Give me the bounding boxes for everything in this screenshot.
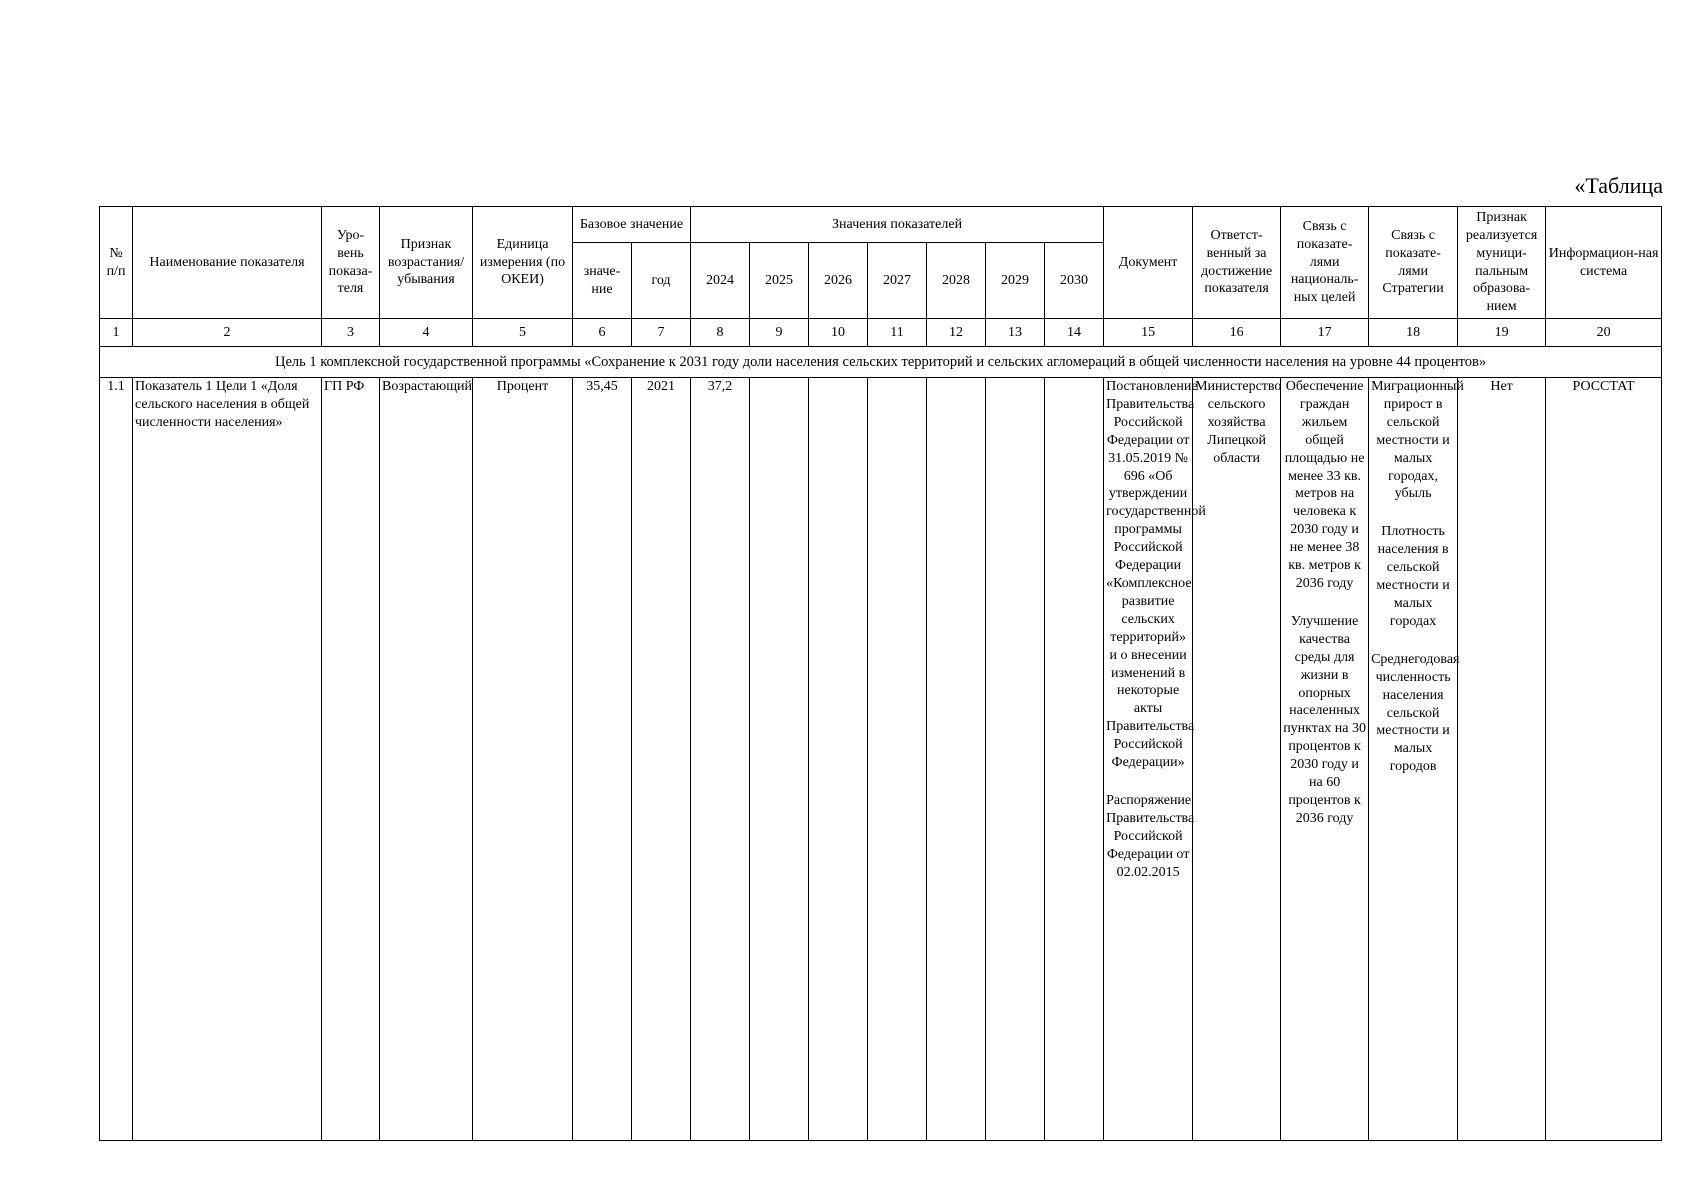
row-unit: Процент	[473, 378, 573, 1141]
row-base-value: 35,45	[573, 378, 632, 1141]
column-number: 17	[1281, 319, 1369, 347]
row-responsible: Министерство сельского хозяйства Липецкой области	[1193, 378, 1281, 1141]
col-header-document: Документ	[1104, 207, 1193, 319]
col-header-infosystem: Информацион-ная система	[1546, 207, 1662, 319]
strategy-population: Среднегодовая численность населения сельской местности и малых городов	[1371, 651, 1460, 775]
row-value-2025	[750, 378, 809, 1141]
goal-row	[100, 347, 1662, 378]
strategy-density: Плотность населения в сельской местности и малых городах	[1376, 524, 1450, 629]
row-national-link	[1281, 378, 1369, 1141]
column-number: 4	[380, 319, 473, 347]
col-header-year-2025: 2025	[750, 243, 809, 319]
document-decree: Постановление Правительства Российской Федерации от 31.05.2019 № 696 «Об утверждении государственной программы Российской Федерации «Комплексное развитие сельских территорий» и о внесении изменений в некоторые акты Правительства Российской Федерации»	[1106, 379, 1206, 771]
col-header-name: Наименование показателя	[133, 207, 322, 319]
row-value-2026	[809, 378, 868, 1141]
column-number: 15	[1104, 319, 1193, 347]
col-header-responsible: Ответст-венный за достижение показателя	[1193, 207, 1281, 319]
col-header-num: № п/п	[100, 207, 133, 319]
column-number: 3	[322, 319, 380, 347]
column-number: 20	[1546, 319, 1662, 347]
col-header-year-2027: 2027	[868, 243, 927, 319]
column-number: 12	[927, 319, 986, 347]
column-number: 7	[632, 319, 691, 347]
col-header-strategy-link: Связь с показате-лями Стратегии	[1369, 207, 1458, 319]
col-header-municipal: Признак реализуется муници-пальным образова-нием	[1458, 207, 1546, 319]
row-document	[1104, 378, 1206, 1141]
col-header-values: Значения показателей	[691, 207, 1104, 243]
row-municipal: Нет	[1458, 378, 1546, 1141]
column-number: 10	[809, 319, 868, 347]
column-number: 19	[1458, 319, 1546, 347]
row-value-2024: 37,2	[691, 378, 750, 1141]
column-number: 8	[691, 319, 750, 347]
document-order: Распоряжение Правительства Российской Федерации от 02.02.2015	[1106, 792, 1195, 880]
col-header-year-2028: 2028	[927, 243, 986, 319]
column-number: 2	[133, 319, 322, 347]
row-infosystem: РОССТАТ	[1546, 378, 1662, 1141]
column-number: 5	[473, 319, 573, 347]
col-header-sign: Признак возрастания/ убывания	[380, 207, 473, 319]
national-goal-environment: Улучшение качества среды для жизни в опорных населенных пунктах на 30 процентов к 2030 году и на 60 процентов к 2036 году	[1283, 613, 1366, 826]
row-indicator-name: Показатель 1 Цели 1 «Доля сельского населения в общей численности населения»	[133, 378, 322, 1141]
column-number: 16	[1193, 319, 1281, 347]
column-number: 13	[986, 319, 1045, 347]
row-level: ГП РФ	[322, 378, 380, 1141]
col-header-year-2029: 2029	[986, 243, 1045, 319]
col-header-year-2026: 2026	[809, 243, 868, 319]
indicators-table	[99, 206, 1662, 1141]
goal-text: Цель 1 комплексной государственной программы «Сохранение к 2031 году доли населения сельских территорий и сельских агломераций в общей численности населения на уровне 44 процентов»	[100, 347, 1662, 378]
col-header-base-year: год	[632, 243, 691, 319]
column-number: 11	[868, 319, 927, 347]
col-header-level: Уро-вень показа-теля	[322, 207, 380, 319]
row-sign: Возрастающий	[380, 378, 473, 1141]
col-header-national-link: Связь с показате-лями националь-ных целей	[1281, 207, 1369, 319]
col-header-year-2024: 2024	[691, 243, 750, 319]
col-header-base-value: значе-ние	[573, 243, 632, 319]
row-value-2027	[868, 378, 927, 1141]
national-goal-housing: Обеспечение граждан жильем общей площадью не менее 33 кв. метров на человека к 2030 году и не менее 38 кв. метров к 2036 году	[1284, 379, 1365, 591]
table-caption: «Таблица	[1574, 173, 1663, 198]
column-number: 18	[1369, 319, 1458, 347]
column-number-row	[100, 319, 1662, 347]
column-number: 6	[573, 319, 632, 347]
strategy-migration: Миграционный прирост в сельской местности и малых городах, убыль	[1371, 379, 1464, 502]
row-value-2030	[1045, 378, 1104, 1141]
col-header-year-2030: 2030	[1045, 243, 1104, 319]
col-header-base: Базовое значение	[573, 207, 691, 243]
row-value-2029	[986, 378, 1045, 1141]
column-number: 14	[1045, 319, 1104, 347]
column-number: 9	[750, 319, 809, 347]
col-header-unit: Единица измерения (по ОКЕИ)	[473, 207, 573, 319]
row-num: 1.1	[100, 378, 133, 1141]
table-row	[100, 378, 1662, 1141]
row-value-2028	[927, 378, 986, 1141]
row-strategy-link	[1369, 378, 1464, 1141]
column-number: 1	[100, 319, 133, 347]
row-base-year: 2021	[632, 378, 691, 1141]
